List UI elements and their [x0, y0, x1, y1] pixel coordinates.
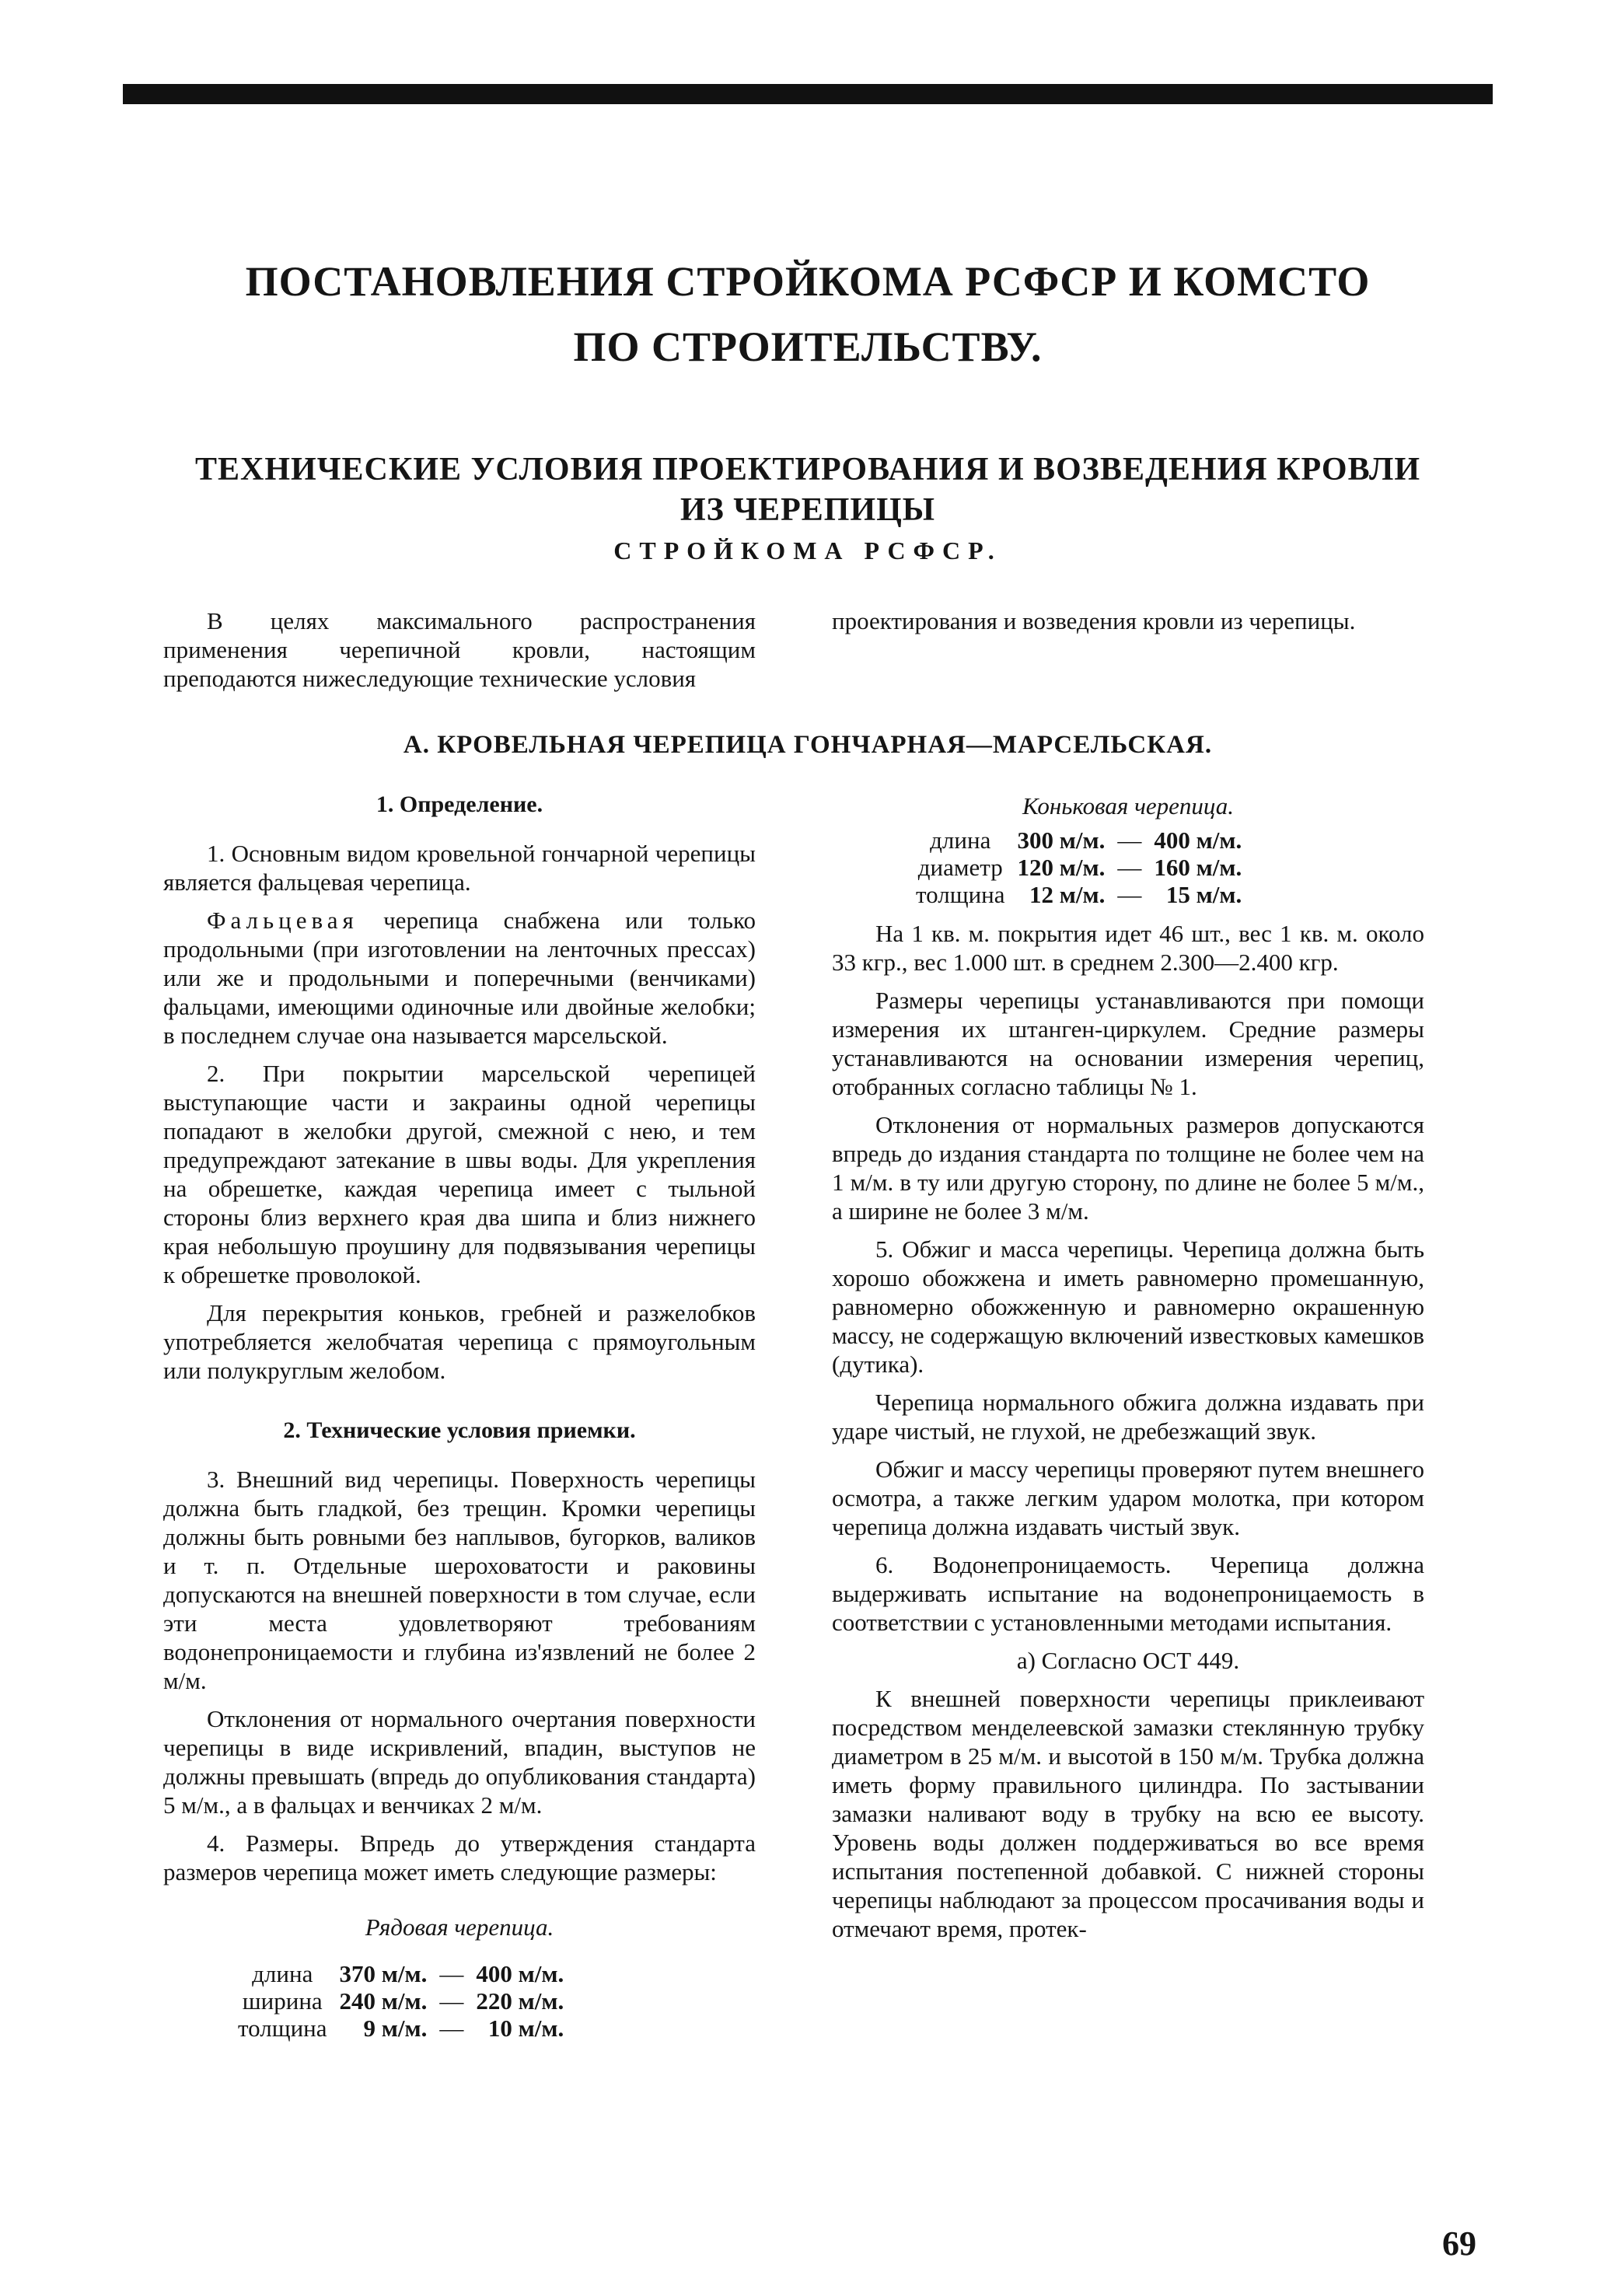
table-row — [232, 1960, 570, 1987]
table-row — [910, 854, 1248, 881]
table-row — [910, 881, 1248, 908]
left-paragraph-2-text: черепица снабжена или только продольными (при изготовлении на ленточных прессах) или же и продольными и поперечными (венчиками) фальцами, имеющими одиночные или двойные желобки; в последнем случае она называется марсельской. — [163, 907, 756, 1049]
right-paragraph-3: Отклонения от нормальных размеров допускаются впредь до издания стандарта по толщине не более чем на 1 м/м. в ту или другую сторону, по длине не более 5 м/м., а ширине не более 3 м/м. — [832, 1111, 1424, 1225]
dash: — — [1117, 854, 1142, 881]
dash: — — [1117, 881, 1142, 908]
left-paragraph-7: 4. Размеры. Впредь до утверждения стандарта размеров черепица может иметь следующие размеры: — [163, 1829, 756, 1885]
top-rule — [123, 84, 1493, 104]
table-row — [910, 826, 1248, 854]
dim-to: 400 м/м. — [1154, 826, 1242, 854]
heading-acceptance: 2. Технические условия приемки. — [283, 1417, 636, 1443]
dim-to: 220 м/м. — [476, 1987, 564, 2015]
left-paragraph-1: 1. Основным видом кровельной гончарной черепицы является фальцевая черепица. — [163, 840, 756, 896]
dash: — — [439, 1960, 464, 1987]
subsection-ost-449: а) Согласно ОСТ 449. — [1016, 1647, 1240, 1674]
subtitle-line-2: ИЗ ЧЕРЕПИЦЫ — [679, 492, 936, 528]
intro-right — [832, 606, 1424, 645]
dim-to: 15 м/м. — [1165, 881, 1242, 908]
right-paragraph-7: 6. Водонепроницаемость. Черепица должна выдерживать испытание на водонепроницаемость в соответствии с установленными методами испытания. — [832, 1551, 1424, 1636]
subtitle-org: СТРОЙКОМА РСФСР. — [613, 536, 1002, 564]
title-line-2: ПО СТРОИТЕЛЬСТВУ. — [573, 323, 1043, 370]
dim-from: 12 м/м. — [1029, 881, 1106, 908]
intro-left-text: В целях максимального распространения применения черепичной кровли, настоящим преподаются нижеследующие технические условия — [163, 607, 756, 692]
row-tile-heading: Рядовая черепица. — [365, 1913, 554, 1941]
ridge-tile-heading: Коньковая черепица. — [1022, 792, 1235, 820]
dash: — — [439, 2015, 464, 2042]
dim-name: длина — [930, 826, 991, 854]
intro-right-text: проектирования и возведения кровли из черепицы. — [832, 607, 1356, 634]
dim-from: 120 м/м. — [1017, 854, 1106, 881]
right-paragraph-4: 5. Обжиг и масса черепицы. Черепица должна быть хорошо обожжена и иметь равномерно промешанную, равномерно обожженную и равномерно окрашенную массу, не содержащую включений известковых камешков (дутика). — [832, 1235, 1424, 1378]
table-row — [232, 2015, 570, 2042]
left-paragraph-2 — [163, 906, 756, 1050]
right-paragraph-6: Обжиг и массу черепицы проверяют путем внешнего осмотра, а также легким ударом молотка, при котором черепица должна издавать чистый звук. — [832, 1456, 1424, 1540]
dim-to: 10 м/м. — [487, 2015, 564, 2042]
left-paragraph-6: Отклонения от нормального очертания поверхности черепицы в виде искривлений, впадин, выступов не должны превышать (впредь до опубликования стандарта) 5 м/м., а в фальцах и венчиках 2 м/м. — [163, 1705, 756, 1819]
title-line-1: ПОСТАНОВЛЕНИЯ СТРОЙКОМА РСФСР И КОМСТО — [245, 258, 1371, 305]
dim-from: 9 м/м. — [363, 2015, 428, 2042]
page-number: 69 — [1442, 2224, 1476, 2263]
subtitle-line-1: ТЕХНИЧЕСКИЕ УСЛОВИЯ ПРОЕКТИРОВАНИЯ И ВОЗВЕДЕНИЯ КРОВЛИ — [195, 452, 1420, 488]
dim-name: длина — [252, 1960, 313, 1987]
spaced-term: Фальцевая — [207, 907, 358, 934]
dim-to: 160 м/м. — [1154, 854, 1242, 881]
row-tile-dimensions-table — [232, 1960, 570, 2042]
dim-from: 370 м/м. — [339, 1960, 428, 1987]
heading-definition: 1. Определение. — [376, 792, 543, 817]
right-paragraph-8: К внешней поверхности черепицы приклеивают посредством менделеевской замазки стеклянную трубку диаметром в 25 м/м. и высотой в 150 м/м. Трубка должна иметь форму правильного цилиндра. По застывании замазки наливают воду в трубку на всю ее высоту. Уровень воды должен поддерживаться во все время испытания постепенной добавкой. С нижней стороны черепицы наблюдают за процессом просачивания воды и отмечают время, протек- — [832, 1685, 1424, 1942]
left-column — [163, 785, 756, 2042]
right-paragraph-1: На 1 кв. м. покрытия идет 46 шт., вес 1 кв. м. около 33 кгр., вес 1.000 шт. в среднем 2.300—2.400 кгр. — [832, 920, 1424, 976]
dim-name: ширина — [242, 1987, 323, 2015]
left-paragraph-3: 2. При покрытии марсельской черепицей выступающие части и закраины одной черепицы попадают в желобки другой, смежной с нею, и тем предупреждают затекание в швы воды. Для укрепления на обрешетке, каждая черепица имеет с тыльной стороны близ верхнего края два шипа и близ нижнего края небольшую проушину для подвязывания черепицы к обрешетке проволокой. — [163, 1060, 756, 1288]
page-title — [123, 249, 1493, 379]
dim-from: 300 м/м. — [1017, 826, 1106, 854]
dim-name: толщина — [238, 2015, 327, 2042]
right-paragraph-5: Черепица нормального обжига должна издавать при ударе чистый, не глухой, не дребезжащий звук. — [832, 1389, 1424, 1445]
intro-left — [163, 606, 756, 702]
dim-name: толщина — [916, 881, 1005, 908]
dim-to: 400 м/м. — [476, 1960, 564, 1987]
dash: — — [439, 1987, 464, 2015]
dash: — — [1117, 826, 1142, 854]
dim-from: 240 м/м. — [339, 1987, 428, 2015]
left-paragraph-4: Для перекрытия коньков, гребней и разжелобков употребляется желобчатая черепица с прямоугольным или полукруглым желобом. — [163, 1299, 756, 1384]
right-paragraph-2: Размеры черепицы устанавливаются при помощи измерения их штанген-циркулем. Средние размеры устанавливаются на основании измерения черепиц, отобранных согласно таблицы № 1. — [832, 987, 1424, 1100]
left-paragraph-5: 3. Внешний вид черепицы. Поверхность черепицы должна быть гладкой, без трещин. Кромки черепицы должны быть ровными без наплывов, бугорков, валиков и т. п. Отдельные шероховатости и раковины допускаются на внешней поверхности в том случае, если эти места удовлетворяют требованиям водонепроницаемости и глубина из'язвлений не более 2 м/м. — [163, 1466, 756, 1694]
document-subtitle — [123, 449, 1493, 530]
table-row — [232, 1987, 570, 2015]
right-column — [832, 785, 1424, 1952]
section-a-heading: А. КРОВЕЛЬНАЯ ЧЕРЕПИЦА ГОНЧАРНАЯ—МАРСЕЛЬСКАЯ. — [403, 731, 1213, 759]
ridge-tile-dimensions-table — [910, 826, 1248, 908]
dim-name: диаметр — [917, 854, 1003, 881]
